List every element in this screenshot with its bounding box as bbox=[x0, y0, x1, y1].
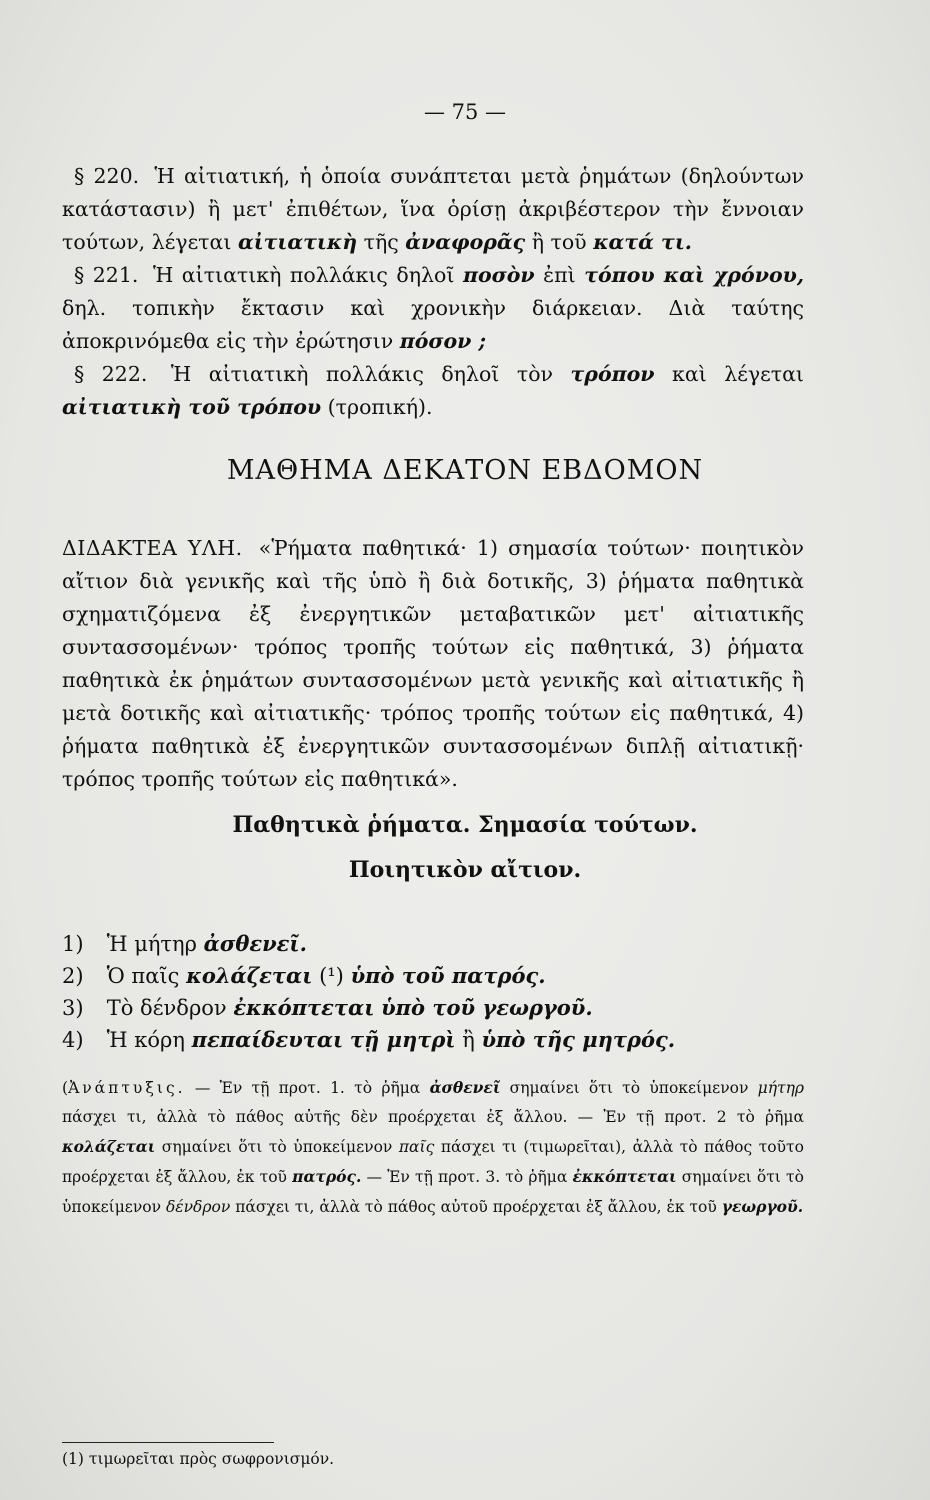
term-bold: αἰτιατικὴ τοῦ τρόπου bbox=[62, 395, 322, 419]
footnote: (1) τιμωρεῖται πρὸς σωφρονισμόν. bbox=[62, 1450, 335, 1468]
analysis-word: ἐκκόπτεται bbox=[572, 1167, 677, 1186]
analysis-subject: παῖς bbox=[398, 1138, 435, 1156]
section-220 bbox=[62, 160, 804, 259]
analysis-text: πάσχει τι, ἀλλὰ τὸ πάθος αὐτοῦ προέρχεται ἐξ ἄλλου, ἐκ τοῦ bbox=[235, 1198, 717, 1216]
didaktea-label: ΔΙΔΑΚΤΕΑ ΥΛΗ. bbox=[62, 536, 243, 560]
term-bold: τρόπον bbox=[570, 362, 655, 386]
section-text: Ἡ αἰτιατική, ἡ ὁποία συνάπτεται μετὰ ῥημάτων (δηλούντων κατάστασιν) ἢ μετ' ἐπιθέτων, ἵνα ὁρίσῃ ἀκριβέστερον τὴν ἔννοιαν τούτων, λέγεται bbox=[62, 164, 804, 254]
example-item bbox=[62, 928, 802, 960]
analysis-text: σημαίνει ὅτι τὸ ὑποκείμενον bbox=[509, 1079, 749, 1097]
example-item bbox=[62, 992, 802, 1024]
example-agent: ὑπὸ τῆς μητρός. bbox=[481, 1027, 676, 1052]
dash: — bbox=[577, 1108, 594, 1126]
analysis-text: σημαίνει ὅτι τὸ ὑποκείμενον bbox=[62, 1168, 804, 1216]
section-text: ἢ τοῦ bbox=[531, 230, 587, 254]
section-text: τῆς bbox=[363, 230, 399, 254]
dash: — bbox=[366, 1168, 383, 1186]
term-bold: κατά τι. bbox=[593, 230, 692, 254]
footnote-divider bbox=[62, 1442, 274, 1443]
section-222 bbox=[62, 358, 804, 424]
example-verb: ἀσθενεῖ. bbox=[203, 931, 307, 956]
term-bold: ποσὸν bbox=[462, 263, 535, 287]
term-bold: πόσον ; bbox=[399, 329, 487, 353]
section-text: ἐπὶ bbox=[543, 263, 576, 287]
page-number: — 75 — bbox=[423, 100, 507, 124]
analysis-label: Ἀνάπτυξις. bbox=[68, 1079, 186, 1097]
section-number: § 220. bbox=[74, 164, 140, 188]
analysis-text: σημαίνει ὅτι τὸ ὑποκείμενον bbox=[161, 1138, 393, 1156]
term-bold: ἀναφορᾶς bbox=[405, 230, 526, 254]
analysis-ref: Ἐν τῇ προτ. 3. bbox=[387, 1168, 501, 1186]
example-number: 1) bbox=[62, 932, 84, 956]
example-subject: Ὁ παῖς bbox=[106, 964, 180, 988]
example-subject: Τὸ δένδρον bbox=[106, 996, 227, 1020]
paren: ( bbox=[62, 1079, 69, 1097]
section-text: δηλ. τοπικὴν ἔκτασιν καὶ χρονικὴν διάρκειαν. Διὰ ταύτης ἀποκρινόμεθα εἰς τὴν ἐρώτησιν bbox=[62, 296, 804, 353]
example-agent: τῇ μητρὶ bbox=[349, 1027, 456, 1052]
example-agent: ὑπὸ τοῦ γεωργοῦ. bbox=[381, 995, 593, 1020]
example-verb: ἐκκόπτεται bbox=[233, 995, 375, 1020]
analysis-block bbox=[62, 1073, 804, 1222]
term-bold: τόπου καὶ χρόνου, bbox=[584, 263, 804, 287]
analysis-text: πάσχει τι, ἀλλὰ τὸ πάθος αὐτῆς δὲν προέρχεται ἐξ ἄλλου. bbox=[62, 1108, 568, 1126]
section-text: Ἡ αἰτιατικὴ πολλάκις δηλοῖ τὸν bbox=[170, 362, 553, 386]
example-subject: Ἡ κόρη bbox=[106, 1028, 185, 1052]
section-text: (τροπική). bbox=[327, 395, 433, 419]
analysis-source: γεωργοῦ. bbox=[721, 1197, 804, 1216]
dash: — bbox=[194, 1079, 211, 1097]
analysis-subject: μήτηρ bbox=[757, 1079, 804, 1097]
section-number: § 221. bbox=[74, 263, 139, 287]
example-conjunction: ἢ bbox=[462, 1028, 475, 1052]
analysis-ref: Ἐν τῇ προτ. 1. bbox=[219, 1079, 345, 1097]
example-number: 2) bbox=[62, 964, 84, 988]
footnote-marker: (¹) bbox=[319, 964, 344, 988]
subheading-agent: Ποιητικὸν αἴτιον. bbox=[348, 857, 582, 883]
section-number: § 222. bbox=[74, 362, 148, 386]
analysis-text: πάσχει τι (τιμωρεῖται), ἀλλὰ τὸ πάθος τοῦτο προέρχεται ἐξ ἄλλου, ἐκ τοῦ bbox=[62, 1138, 804, 1186]
didaktea-text: «Ῥήματα παθητικά· 1) σημασία τούτων· ποιητικὸν αἴτιον διὰ γενικῆς καὶ τῆς ὑπὸ ἢ διὰ δοτικῆς, 3) ῥήματα παθητικὰ σχηματιζόμενα ἐξ ἐνεργητικῶν μεταβατικῶν μετ' αἰτιατικῆς συντασσομένων· τρόπος τροπῆς τούτων εἰς παθητικά, 3) ῥήματα παθητικὰ ἐκ ῥημάτων συντασσομένων μετὰ γενικῆς καὶ αἰτιατικῆς ἢ μετὰ δοτικῆς καὶ αἰτιατικῆς· τρόπος τροπῆς τούτων εἰς παθητικά, 4) ῥήματα παθητικὰ ἐξ ἐνεργητικῶν συντασσομένων διπλῇ αἰτιατικῇ· τρόπος τροπῆς τούτων εἰς παθητικά». bbox=[62, 536, 804, 791]
subheading-passive-verbs: Παθητικὰ ῥήματα. Σημασία τούτων. bbox=[232, 812, 698, 838]
analysis-source: πατρός. bbox=[292, 1167, 362, 1186]
analysis-text: τὸ ῥῆμα bbox=[736, 1108, 804, 1126]
analysis-text: τὸ ῥῆμα bbox=[354, 1079, 421, 1097]
example-agent: ὑπὸ τοῦ πατρός. bbox=[350, 963, 546, 988]
example-subject: Ἡ μήτηρ bbox=[106, 932, 197, 956]
section-221 bbox=[62, 259, 804, 358]
example-item bbox=[62, 1024, 802, 1056]
analysis-word: ἀσθενεῖ bbox=[429, 1078, 501, 1097]
example-item bbox=[62, 960, 802, 992]
analysis-subject: δένδρον bbox=[165, 1198, 231, 1216]
section-text: καὶ λέγεται bbox=[672, 362, 804, 386]
analysis-ref: Ἐν τῇ προτ. 2 bbox=[603, 1108, 727, 1126]
lesson-heading: ΜΑΘΗΜΑ ΔΕΚΑΤΟΝ ΕΒΔΟΜΟΝ bbox=[226, 455, 704, 486]
analysis-paragraph bbox=[62, 1073, 804, 1222]
term-bold: αἰτιατικὴ bbox=[237, 230, 358, 254]
example-number: 3) bbox=[62, 996, 84, 1020]
example-verb: πεπαίδευται bbox=[191, 1027, 344, 1052]
analysis-text: τὸ ῥῆμα bbox=[505, 1168, 568, 1186]
example-number: 4) bbox=[62, 1028, 84, 1052]
didaktea-block bbox=[62, 532, 804, 796]
examples-list bbox=[62, 928, 802, 1056]
analysis-word: κολάζεται bbox=[62, 1137, 156, 1156]
section-text: Ἡ αἰτιατικὴ πολλάκις δηλοῖ bbox=[152, 263, 455, 287]
grammar-rules-block bbox=[62, 160, 804, 424]
didaktea-paragraph bbox=[62, 532, 804, 796]
example-verb: κολάζεται bbox=[186, 963, 313, 988]
